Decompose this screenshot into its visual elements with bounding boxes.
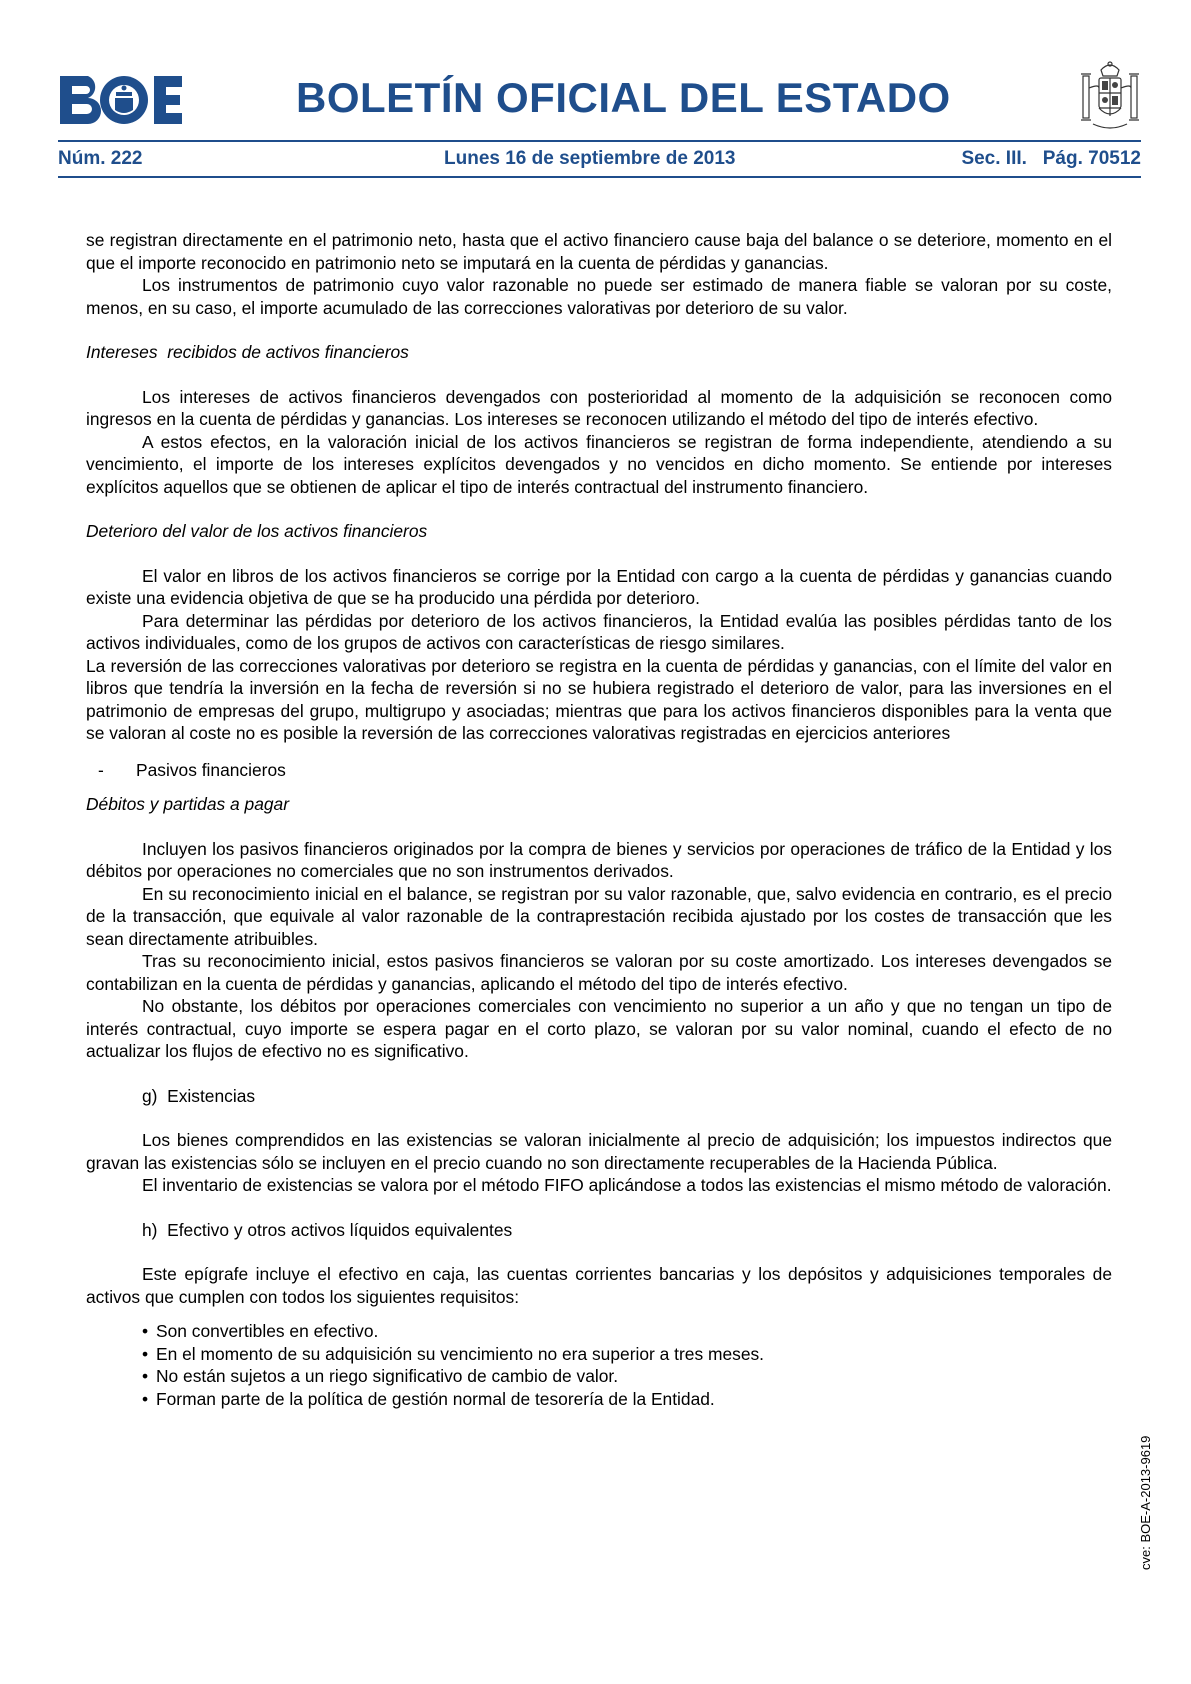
section-heading: h) Efectivo y otros activos líquidos equivalentes bbox=[142, 1219, 513, 1240]
paragraph: La reversión de las correcciones valorativas por deterioro se registra en la cuenta de pérdidas y ganancias, con el límite del valor en libros que tendría la inversión en la fecha de reversión si no se hubiera registrado el deterioro de valor, para las inversiones en el patrimonio de empresas del grupo, multigrupo y asociadas; mientras que para los activos financieros disponibles para la venta que se valoran al coste no es posible la reversión de las correcciones valorativas registradas en ejercicios anteriores bbox=[86, 655, 1112, 743]
list-item: • Forman parte de la política de gestión normal de tesorería de la Entidad. bbox=[142, 1388, 1112, 1411]
section-heading: g) Existencias bbox=[142, 1085, 256, 1106]
paragraph: Este epígrafe incluye el efectivo en caja, las cuentas corrientes bancarias y los depósitos y adquisiciones temporales de activos que cumplen con todos los siguientes requisitos: bbox=[86, 1264, 1112, 1307]
paragraph: Los bienes comprendidos en las existencias se valoran inicialmente al precio de adquisición; los impuestos indirectos que gravan las existencias sólo se incluyen en el precio cuando no son directamente recuperables de la Hacienda Pública. bbox=[86, 1130, 1112, 1173]
paragraph: A estos efectos, en la valoración inicial de los activos financieros se registran de forma independiente, atendiendo a su vencimiento, el importe de los intereses explícitos devengados y no vencidos en dicho momento. Se entiende por intereses explícitos aquellos que se obtienen de aplicar el tipo de interés contractual del instrumento financiero. bbox=[86, 431, 1112, 497]
paragraph: El valor en libros de los activos financieros se corrige por la Entidad con cargo a la cuenta de pérdidas y ganancias cuando existe una evidencia objetiva de que se ha producido una pérdida por deterioro. bbox=[86, 565, 1112, 608]
paragraph: Los intereses de activos financieros devengados con posterioridad al momento de la adquisición se reconocen como ingresos en la cuenta de pérdidas y ganancias. Los intereses se reconocen utilizando el método del tipo de interés efectivo. bbox=[86, 386, 1112, 429]
section-heading: Deterioro del valor de los activos financieros bbox=[86, 521, 428, 541]
document-body bbox=[86, 229, 1112, 1410]
page-title: BOLETÍN OFICIAL DEL ESTADO bbox=[296, 74, 951, 121]
list-item bbox=[86, 759, 1112, 782]
cve-identifier: cve: BOE-A-2013-9619 bbox=[1138, 1435, 1153, 1570]
page-header bbox=[58, 66, 1141, 178]
paragraph: Incluyen los pasivos financieros originados por la compra de bienes y servicios por operaciones de tráfico de la Entidad y los débitos por operaciones no comerciales que no son instrumentos derivados. bbox=[86, 838, 1112, 881]
issue-date: Lunes 16 de septiembre de 2013 bbox=[444, 148, 736, 169]
list-item: • No están sujetos a un riego significativo de cambio de valor. bbox=[142, 1365, 1112, 1388]
dash-marker: - bbox=[98, 759, 104, 780]
section-page: Sec. III. Pág. 70512 bbox=[961, 148, 1141, 169]
header-rule-top bbox=[58, 140, 1141, 142]
requirements-list bbox=[86, 1320, 1112, 1410]
paragraph: Los instrumentos de patrimonio cuyo valor razonable no puede ser estimado de manera fiable se valoran por su coste, menos, en su caso, el importe acumulado de las correcciones valorativas por deterioro de su valor. bbox=[86, 275, 1112, 318]
boe-logo bbox=[58, 74, 184, 126]
list-item: • En el momento de su adquisición su vencimiento no era superior a tres meses. bbox=[142, 1343, 1112, 1366]
paragraph: se registran directamente en el patrimonio neto, hasta que el activo financiero cause baja del balance o se deteriore, momento en el que el importe reconocido en patrimonio neto se imputará en la cuenta de pérdidas y ganancias. bbox=[86, 230, 1112, 273]
paragraph: Para determinar las pérdidas por deterioro de los activos financieros, la Entidad evalúa las posibles pérdidas tanto de los activos individuales, como de los grupos de activos con características de riesgo similares. bbox=[86, 610, 1112, 653]
issue-number: Núm. 222 bbox=[58, 148, 143, 169]
paragraph: En su reconocimiento inicial en el balance, se registran por su valor razonable, que, salvo evidencia en contrario, es el precio de la transacción, que equivale al valor razonable de la contraprestación recibida ajustado por los costes de transacción que les sean directamente atribuibles. bbox=[86, 883, 1112, 949]
spain-coat-of-arms-icon bbox=[1079, 60, 1141, 132]
paragraph: No obstante, los débitos por operaciones comerciales con vencimiento no superior a un año y que no tengan un tipo de interés contractual, cuyo importe se espera pagar en el corto plazo, se valoran por su valor nominal, cuando el efecto de no actualizar los flujos de efectivo no es significativo. bbox=[86, 996, 1112, 1061]
paragraph: El inventario de existencias se valora por el método FIFO aplicándose a todos las existencias el mismo método de valoración. bbox=[142, 1175, 1112, 1195]
list-item: • Son convertibles en efectivo. bbox=[142, 1320, 1112, 1343]
section-heading: Débitos y partidas a pagar bbox=[86, 794, 290, 814]
header-rule-bottom bbox=[58, 176, 1141, 178]
section-heading: Intereses recibidos de activos financieros bbox=[86, 342, 409, 362]
paragraph: Tras su reconocimiento inicial, estos pasivos financieros se valoran por su coste amortizado. Los intereses devengados se contabilizan en la cuenta de pérdidas y ganancias, aplicando el método del tipo de interés efectivo. bbox=[86, 951, 1112, 994]
list-item-label: Pasivos financieros bbox=[136, 759, 286, 780]
